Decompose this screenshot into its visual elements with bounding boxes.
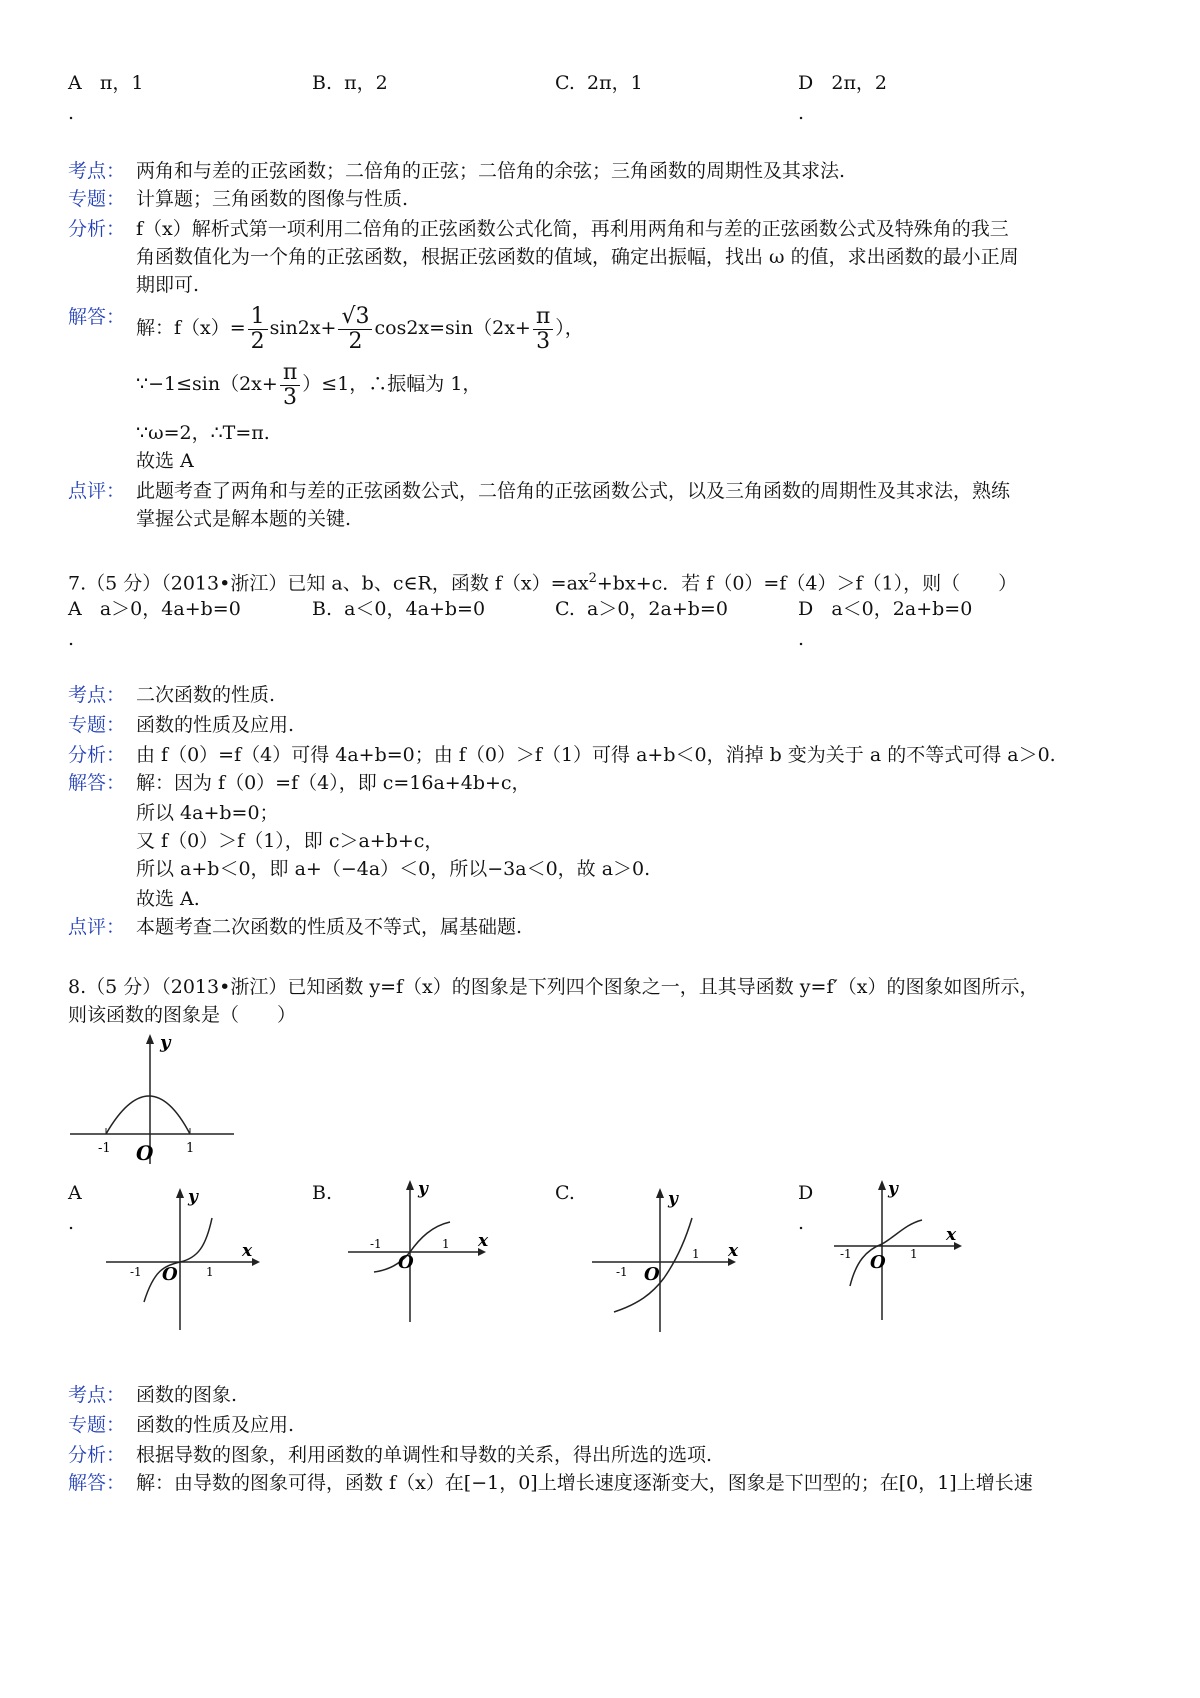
y-axis-arrow	[146, 1034, 154, 1044]
q7-zhuanti: 函数的性质及应用.	[136, 714, 295, 736]
q6-option-b: B. π，2	[312, 72, 388, 94]
q8-kaodian: 函数的图象.	[136, 1384, 238, 1406]
q7-jieda-line2: 所以 4a+b=0；	[136, 802, 279, 824]
origin-label: O	[136, 1141, 154, 1165]
q6-dianping-line1: 此题考查了两角和与差的正弦函数公式，二倍角的正弦函数公式，以及三角函数的周期性及其求法，熟练	[136, 480, 1011, 502]
q7-jieda-line1: 解：因为 f（0）=f（4），即 c=16a+4b+c，	[136, 772, 531, 794]
q8-option-b-letter: B.	[312, 1182, 333, 1204]
tick-label-neg1: -1	[840, 1247, 852, 1261]
q7-option-d: D a＜0，2a+b=0	[798, 598, 973, 620]
tick-label-neg1: -1	[616, 1265, 628, 1279]
jieda-label: 解答：	[68, 306, 126, 328]
dianping-label: 点评：	[68, 480, 126, 502]
dianping-label: 点评：	[68, 916, 126, 938]
x-axis-arrow	[252, 1258, 260, 1266]
q6-option-d: D 2π，2	[798, 72, 888, 94]
q8-stem-line1: 8.（5 分）（2013•浙江）已知函数 y=f（x）的图象是下列四个图象之一，且其导函数 y=f′（x）的图象如图所示，	[68, 976, 1039, 998]
y-axis-arrow	[176, 1188, 184, 1198]
q6-option-a: A π，1	[68, 72, 144, 94]
q6-jieda-line2: ∵−1≤sin（2x+ $\frac{\pi}{3}$ ）≤1，∴振幅为 1，	[136, 359, 482, 410]
function-curve	[144, 1218, 212, 1302]
q8-option-a-letter: A	[68, 1182, 82, 1204]
tick-label-neg1: -1	[98, 1141, 111, 1156]
q8-stem-line2: 则该函数的图象是（ ）	[68, 1004, 297, 1026]
tick-label-pos1: 1	[186, 1141, 195, 1156]
option-a-graph	[102, 1182, 272, 1332]
y-axis-label: y	[418, 1179, 428, 1199]
zhuanti-label: 专题：	[68, 188, 126, 210]
q7-kaodian: 二次函数的性质.	[136, 684, 276, 706]
origin-label: O	[162, 1264, 178, 1285]
q6-jieda-line1: 解：f（x）= $\frac{1}{2}$ sin2x+ $\frac{√3}{2}$ cos2x=sin（2x+ $\frac{\pi}{3}$ ），	[136, 303, 584, 354]
q6-option-c: C. 2π，1	[555, 72, 643, 94]
q6-fenxi-line1: f（x）解析式第一项利用二倍角的正弦函数公式化简，再利用两角和与差的正弦函数公式及特殊角的我三	[136, 218, 1009, 240]
x-axis-label: x	[478, 1231, 489, 1251]
q6-dianping-line2: 掌握公式是解本题的关键.	[136, 508, 352, 530]
y-axis-label: y	[668, 1189, 678, 1209]
q6-jieda-line3: ∵ω=2，∴T=π.	[136, 422, 270, 444]
q7-dianping: 本题考查二次函数的性质及不等式，属基础题.	[136, 916, 523, 938]
y-axis-label: y	[888, 1179, 898, 1199]
q7-option-d-dot: .	[798, 628, 805, 650]
y-axis-arrow	[406, 1180, 414, 1190]
q7-option-a-dot: .	[68, 628, 75, 650]
x-axis-label: x	[242, 1241, 253, 1261]
q8-zhuanti: 函数的性质及应用.	[136, 1414, 295, 1436]
q8-option-a-dot: .	[68, 1212, 75, 1234]
q7-jieda-line3: 又 f（0）＞f（1），即 c＞a+b+c，	[136, 830, 444, 852]
derivative-curve	[106, 1096, 190, 1134]
tick-label-pos1: 1	[442, 1237, 450, 1251]
option-d-graph	[830, 1174, 1000, 1324]
tick-label-neg1: -1	[130, 1265, 142, 1279]
option-c-graph	[588, 1182, 758, 1332]
x-axis-label: x	[946, 1225, 957, 1245]
fenxi-label: 分析：	[68, 744, 126, 766]
jieda-label: 解答：	[68, 1472, 126, 1494]
q7-fenxi: 由 f（0）=f（4）可得 4a+b=0；由 f（0）＞f（1）可得 a+b＜0，消掉 b 变为关于 a 的不等式可得 a＞0.	[136, 744, 1056, 766]
q7-stem: 7.（5 分）（2013•浙江）已知 a、b、c∈R，函数 $f(x)=ax^2+bx+c$．若 f（0）=f（4）＞f（1），则（ ）	[68, 571, 1018, 595]
fenxi-label: 分析：	[68, 218, 126, 240]
derivative-graph	[66, 1030, 246, 1170]
q6-option-a-dot: .	[68, 102, 75, 124]
tick-label-neg1: -1	[370, 1237, 382, 1251]
fraction: $\frac{\pi}{3}$	[533, 305, 553, 354]
origin-label: O	[644, 1264, 660, 1285]
tick-label-pos1: 1	[206, 1265, 214, 1279]
q6-kaodian: 两角和与差的正弦函数；二倍角的正弦；二倍角的余弦；三角函数的周期性及其求法.	[136, 160, 846, 182]
x-axis-label: x	[728, 1241, 739, 1261]
kaodian-label: 考点：	[68, 1384, 126, 1406]
zhuanti-label: 专题：	[68, 714, 126, 736]
fraction: $\frac{√3}{2}$	[338, 305, 372, 354]
q6-option-d-dot: .	[798, 102, 805, 124]
tick-label-pos1: 1	[692, 1247, 700, 1261]
origin-label: O	[870, 1252, 886, 1273]
q8-jieda: 解：由导数的图象可得，函数 f（x）在[−1，0]上增长速度逐渐变大，图象是下凹型的；在[0，1]上增长速	[136, 1472, 1033, 1494]
q8-option-d-letter: D	[798, 1182, 814, 1204]
fraction: $\frac{1}{2}$	[248, 305, 268, 354]
zhuanti-label: 专题：	[68, 1414, 126, 1436]
q6-fenxi-line3: 期即可.	[136, 274, 200, 296]
kaodian-label: 考点：	[68, 684, 126, 706]
q7-jieda-line4: 所以 a+b＜0，即 a+（−4a）＜0，所以−3a＜0，故 a＞0.	[136, 858, 651, 880]
jieda-label: 解答：	[68, 772, 126, 794]
q6-jieda-line4: 故选 A	[136, 450, 194, 472]
fraction: $\frac{\pi}{3}$	[280, 361, 300, 410]
origin-label: O	[398, 1252, 414, 1273]
q6-zhuanti: 计算题；三角函数的图像与性质.	[136, 188, 409, 210]
q6-fenxi-line2: 角函数值化为一个角的正弦函数，根据正弦函数的值域，确定出振幅，找出 ω 的值，求出函数的最小正周	[136, 246, 1019, 268]
q7-option-a: A a＞0，4a+b=0	[68, 598, 241, 620]
q8-fenxi: 根据导数的图象，利用函数的单调性和导数的关系，得出所选的选项.	[136, 1444, 713, 1466]
y-axis-label: y	[188, 1187, 198, 1207]
q7-option-b: B. a＜0，4a+b=0	[312, 598, 486, 620]
q8-option-d-dot: .	[798, 1212, 805, 1234]
q7-option-c: C. a＞0，2a+b=0	[555, 598, 728, 620]
q7-jieda-line5: 故选 A.	[136, 888, 200, 910]
y-axis-arrow	[656, 1188, 664, 1198]
y-axis-arrow	[878, 1180, 886, 1190]
option-b-graph	[344, 1174, 514, 1324]
fenxi-label: 分析：	[68, 1444, 126, 1466]
tick-label-pos1: 1	[910, 1247, 918, 1261]
q8-option-c-letter: C.	[555, 1182, 575, 1204]
kaodian-label: 考点：	[68, 160, 126, 182]
y-axis-label: y	[160, 1032, 171, 1053]
